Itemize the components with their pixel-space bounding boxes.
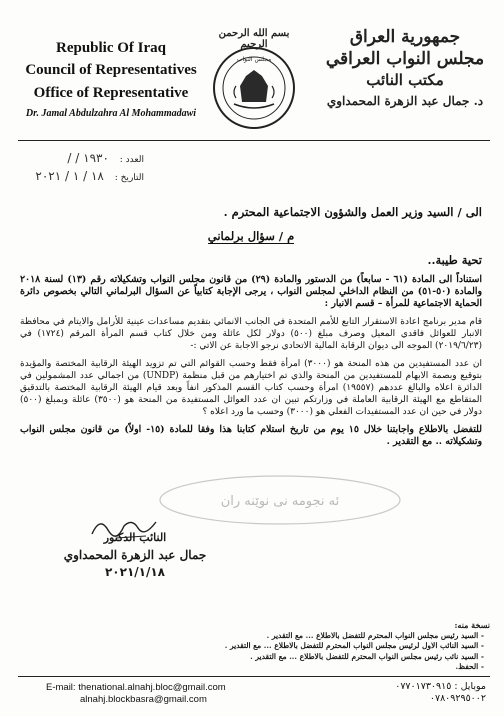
en-representative-name: Dr. Jamal Abdulzahra Al Mohammadawi — [25, 108, 197, 119]
question-paragraph: ان عدد المستفيدين من هذه المنحة هو (٣٠٠٠) امرأة فقط وحسب القوائم التي تم تزويد الهيئة الرقابية المختصة والمؤيدة بتوقيع وبصمة الابهام للمستفيدين من المنحة والذي تم اختيارهم من قبل منظمة (UNDP) من اجمالي عدد المشمولين في الدائرة اعلاه والبالغ عددهم (١٩٥٥٧) امرأة وحسب كتاب القسم المذكور انفاً وبعد قيام الهيئة الرقابية المختصة بالتدقيق المتقاطع مع الهيئة الرقابية العاملة في وزارتكم تبين ان عدد العوائل المستفيدة من المنحة هو (٣٥٠٠) عائلة وبمبلغ (٥٠٠) دولار في حين ان عدد المستفيدات الفعلي هو (٣٠٠٠) وحسب ما ورد اعلاه ؟ — [20, 359, 482, 417]
email-primary: E-mail: thenational.alnahj.bloc@gmail.com — [46, 682, 226, 693]
cc-item: - السيد النائب الاول لرئيس مجلس النواب المحترم للتفضل بالاطلاع ... مع التقدير . — [224, 641, 484, 650]
footer-divider — [18, 676, 490, 677]
footer-emails — [46, 682, 226, 706]
cc-heading: نسخة منه: — [454, 620, 490, 630]
stamp-text: ئه نجومه نی نوێنه ران — [220, 494, 340, 509]
number-label: العدد : — [119, 155, 144, 165]
footer-phones — [395, 681, 486, 705]
phone-primary: ٠٧٧٠١٧٣٠٩١٥ — [395, 681, 452, 692]
legal-basis-paragraph: استناداً الى المادة (٦١ - سابعاً) من الدستور والمادة (٢٩) من قانون مجلس النواب وتشكيلاته رقم (١٣) لسنة ٢٠١٨ والمادة (٥٠-٥١) من النظام الداخلي لمجلس النواب ، يرجى الإجابة كتابياً عن السؤال البرلماني التالي بخصوص دائرة الحماية الاجتماعية للمرأة – قسم الانبار : — [20, 274, 482, 309]
ar-country: جمهورية العراق — [349, 27, 461, 47]
phone-label: موبايل : — [454, 681, 486, 692]
copy-to-list — [220, 620, 490, 673]
arabic-letterhead — [320, 26, 490, 112]
signature-date: ٢٠٢١/١/١٨ — [104, 565, 166, 579]
date-value: ١٨ / ١ / ٢٠٢١ — [35, 169, 104, 183]
cc-item: - الحفظ. — [455, 662, 484, 671]
footer — [18, 682, 490, 708]
signature-block — [60, 530, 210, 580]
signatory-title: النائب الدكتور — [103, 531, 167, 544]
letter-body — [20, 204, 482, 448]
cc-item: - السيد نائب رئيس مجلس النواب المحترم للتفضل بالاطلاع ... مع التقدير . — [250, 651, 484, 661]
basmala-calligraphy: بسم الله الرحمن الرحيم — [218, 28, 290, 50]
subject-line — [20, 228, 482, 244]
en-office: Office of Representative — [33, 85, 189, 101]
recipient-line: الى / السيد وزير العمل والشؤون الاجتماعية المحترم . — [223, 205, 482, 219]
ar-representative-name: د. جمال عبد الزهرة المحمداوي — [326, 94, 484, 108]
en-country: Republic Of Iraq — [55, 40, 166, 56]
background-paragraph: قام مدير برنامج اعادة الاستقرار التابع للأمم المتحدة في الجانب الانمائي بتقديم مساعدات عينية للأرامل والايتام في محافظة الانبار للعوائل فاقدي المعيل وصرف مبلغ (٥٠٠) دولار لكل عائلة ومن خلال كتاب قسم المرأة المرقم (١٧٢٤) في (٢٠١٩/٦/٢٣) الموجه الى ديوان الرقابة المالية الاتحادي نرجو الاجابة عن الاتي :- — [20, 317, 482, 351]
emblem-text: مجلس النواب — [236, 56, 272, 63]
letter-reference — [34, 150, 144, 186]
date-label: التاريخ : — [114, 173, 144, 183]
phone-secondary: ٠٧٨٠٩٢٩٥٠٠٢ — [429, 693, 486, 704]
email-secondary: alnahj.blockbasra@gmail.com — [80, 694, 207, 705]
header-divider — [18, 140, 490, 141]
number-row — [34, 150, 144, 168]
number-value: ١٩٣٠ / / — [67, 151, 109, 165]
parliament-emblem-icon — [212, 46, 296, 130]
greeting: تحية طيبة.. — [427, 253, 482, 267]
english-letterhead — [22, 38, 200, 123]
ar-council: مجلس النواب العراقي — [325, 49, 485, 69]
date-row — [34, 168, 144, 186]
ar-office: مكتب النائب — [366, 71, 444, 89]
closing-paragraph: للتفضل بالاطلاع واجابتنا خلال ١٥ يوم من تاريخ استلام كتابنا هذا وفقا للمادة (١٥- اولاً) من قانون مجلس النواب وتشكيلاته .. مع التقدير . — [20, 424, 482, 447]
signatory-name: جمال عبد الزهرة المحمداوي — [63, 548, 207, 562]
subject-text: م / سؤال برلماني — [207, 229, 295, 243]
cc-item: - السيد رئيس مجلس النواب المحترم للتفضل بالاطلاع ... مع التقدير . — [266, 630, 484, 640]
en-council: Council of Representatives — [25, 62, 197, 78]
office-stamp — [150, 470, 410, 530]
